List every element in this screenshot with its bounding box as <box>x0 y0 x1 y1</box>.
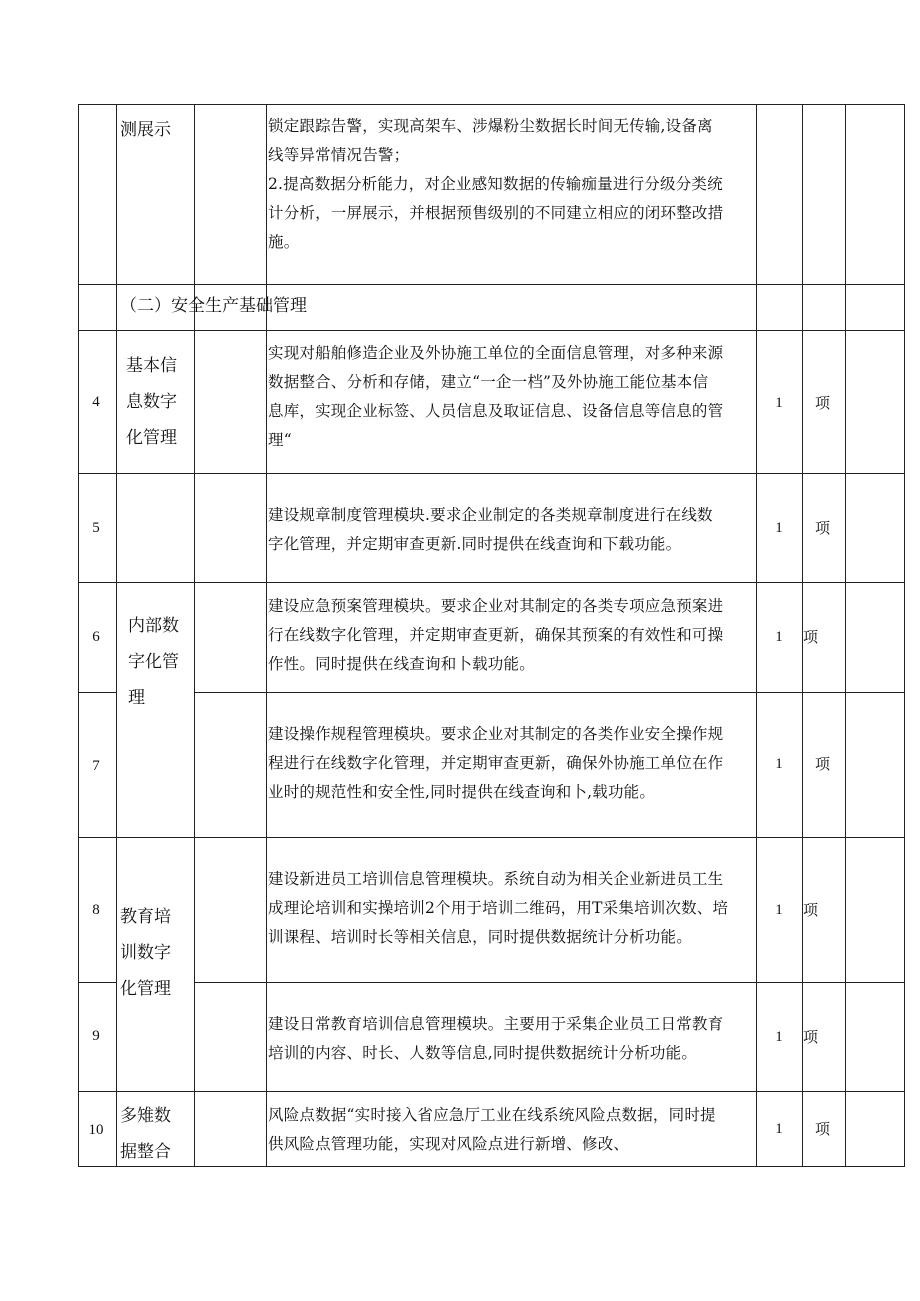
row-line <box>78 582 905 583</box>
col-line-desc <box>266 104 267 1167</box>
row-quantity: 1 <box>775 520 783 536</box>
top-row-category: 测展示 <box>120 120 171 140</box>
col-line-extra <box>845 104 846 1167</box>
row-line <box>78 473 905 474</box>
row-unit: 项 <box>803 901 819 919</box>
row-quantity: 1 <box>775 395 783 411</box>
merged-category-internal: 内部数 字化管 理 <box>128 616 179 708</box>
row-quantity: 1 <box>775 629 783 645</box>
row-number: 4 <box>92 394 100 410</box>
row-description: 实现对船舶修造企业及外协施工单位的全面信息管理，对多种来源 数据整合、分析和存储，建立“一企一档”及外协施工能位基本信 息库，实现企业标签、人员信息及取证信息、设备信息等信息的管 理“ <box>268 344 724 449</box>
row-description: 建设操作规程管理模块。要求企业对其制定的各类作业安全操作规 程进行在线数字化管理，并定期审查更新，确保外协施工单位在作 业时的规范性和安全性,同时提供在线查询和卜,载功能。 <box>268 725 724 801</box>
section-title: （二）安全生产基础管理 <box>120 296 307 316</box>
row-unit: 项 <box>815 755 831 773</box>
row-line <box>78 1091 905 1092</box>
row-number: 10 <box>88 1122 104 1138</box>
merged-category-training: 教育培 训数字 化管理 <box>120 907 171 999</box>
row-line <box>78 330 905 331</box>
row-unit: 项 <box>815 1120 831 1138</box>
row-line <box>194 982 905 983</box>
row-quantity: 1 <box>775 902 783 918</box>
col-line-right <box>904 104 905 1167</box>
row-line <box>194 692 905 693</box>
row-category: 多雉数 据整合 <box>120 1106 171 1162</box>
row-number: 7 <box>92 758 100 774</box>
row-number: 9 <box>92 1028 100 1044</box>
row-unit: 项 <box>815 394 831 412</box>
row-number: 5 <box>92 520 100 536</box>
row-number: 6 <box>92 629 100 645</box>
row-line <box>78 284 905 285</box>
row-description: 建设应急预案管理模块。要求企业对其制定的各类专项应急预案进 行在线数字化管理，并定期审查更新，确保其预案的有效性和可操 作性。同时提供在线查询和卜载功能。 <box>268 597 724 673</box>
row-quantity: 1 <box>775 1029 783 1045</box>
row-description: 风险点数据“实时接入省应急厅工业在线系统风险点数据，同时提 供风险点管理功能，实现对风险点进行新增、修改、 <box>268 1106 716 1153</box>
row-description: 建设新进员工培训信息管理模块。系统自动为相关企业新进员工生 成理论培训和实操培训2个用于培训二维码，用T采集培训次数、培 训课程、培训时长等相关信息，同时提供数据统计分析功能。 <box>268 870 729 946</box>
top-row-description: 锁定跟踪告警，实现高架车、涉爆粉尘数据长时间无传输,设备离 线等异常情况告警； 2.提高数据分析能力，对企业感知数据的传输痂量进行分级分类统 计分析，一屏展示，并根据预售级别的不同建立相应的闭环整改措 施。 <box>268 117 724 251</box>
row-line <box>78 837 905 838</box>
row-line <box>78 692 116 693</box>
row-line <box>78 982 116 983</box>
row-unit: 项 <box>803 628 819 646</box>
row-number: 8 <box>92 902 100 918</box>
row-line <box>78 1166 905 1167</box>
row-description: 建设规章制度管理模块.要求企业制定的各类规章制度进行在线数 字化管理，并定期审查更新.同时提供在线查询和下载功能。 <box>268 506 713 553</box>
row-unit: 项 <box>803 1028 819 1046</box>
row-quantity: 1 <box>775 756 783 772</box>
row-unit: 项 <box>815 519 831 537</box>
row-category: 基本信 息数字 化管理 <box>126 356 177 448</box>
col-line-category <box>116 104 117 1167</box>
row-line <box>78 104 905 105</box>
row-description: 建设日常教育培训信息管理模块。主要用于采集企业员工日常教育 培训的内容、时长、人数等信息,同时提供数据统计分析功能。 <box>268 1015 724 1062</box>
row-quantity: 1 <box>775 1121 783 1137</box>
